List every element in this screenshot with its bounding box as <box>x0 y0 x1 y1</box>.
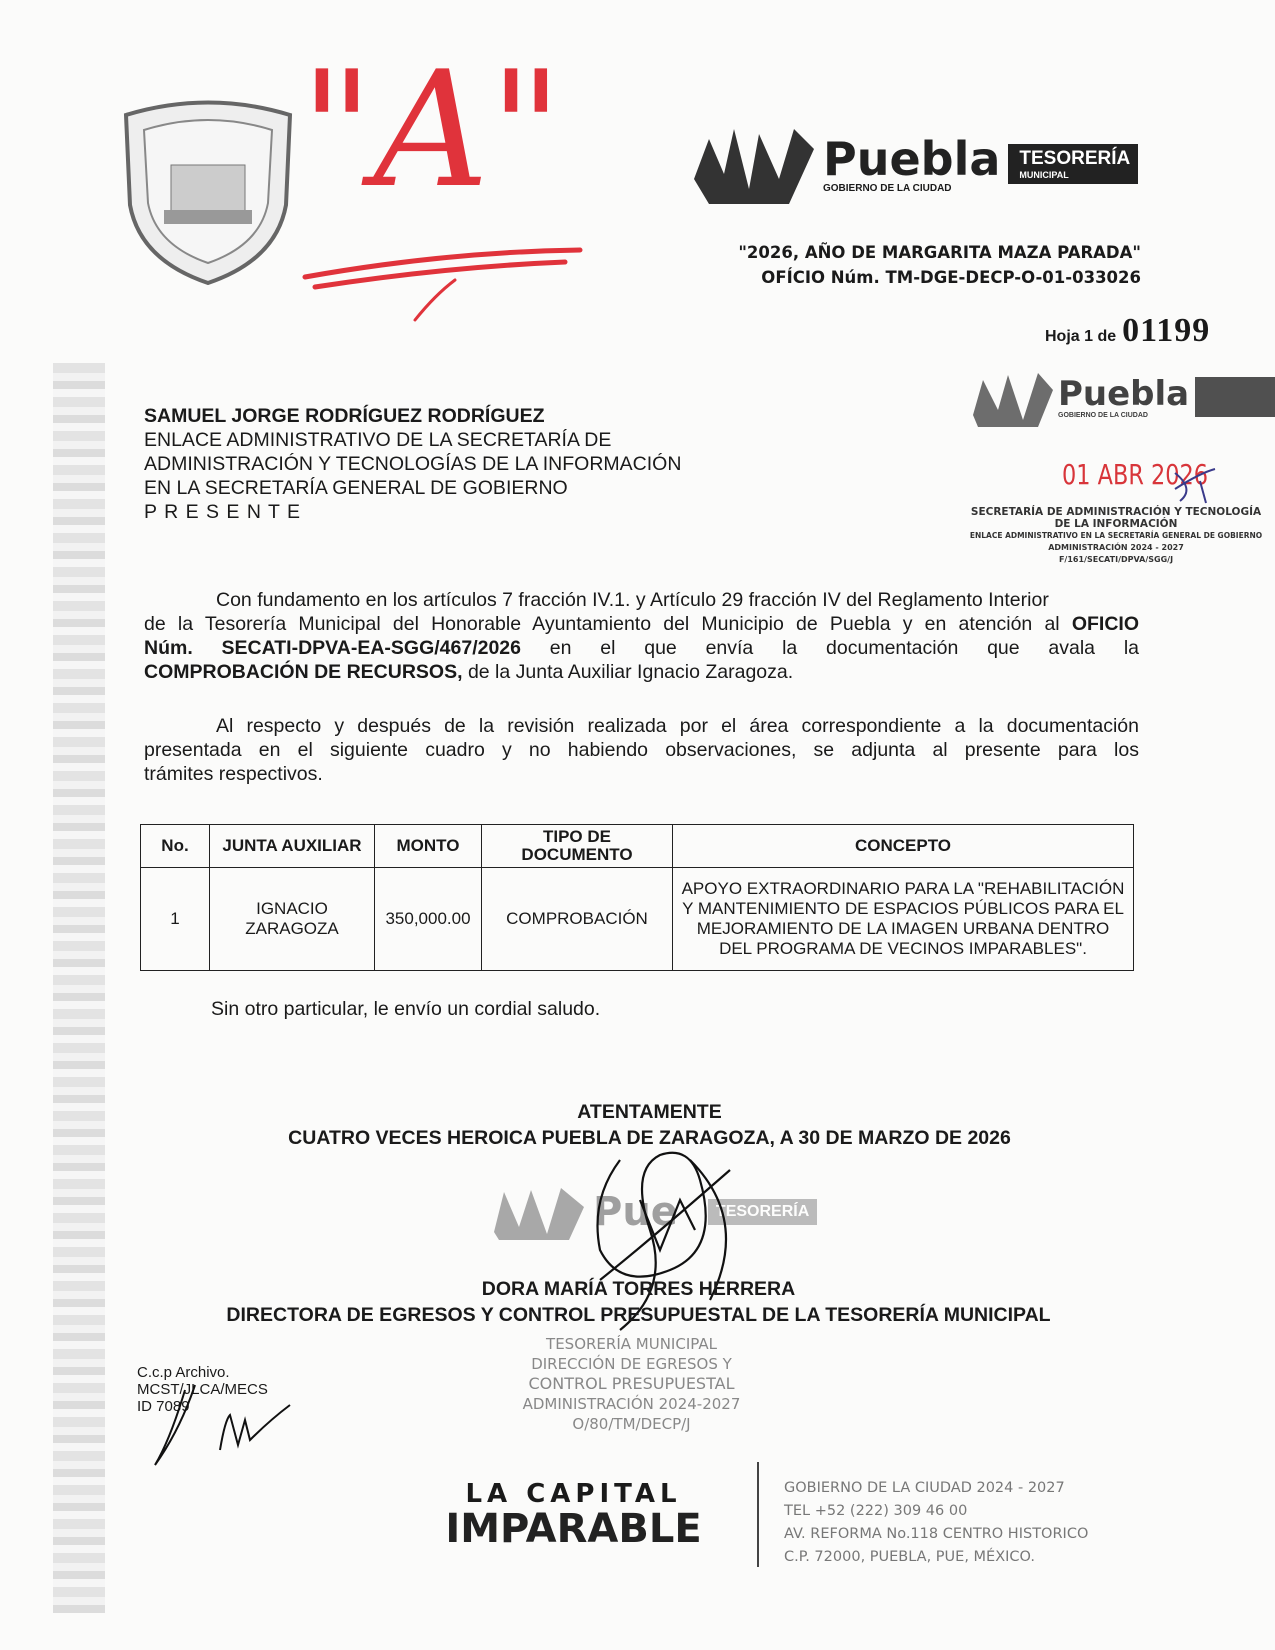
signer-title: DIRECTORA DE EGRESOS Y CONTROL PRESUPUESTAL DE LA TESORERÍA MUNICIPAL <box>226 1304 1051 1326</box>
cell-concepto: APOYO EXTRAORDINARIO PARA LA "REHABILITACIÓN Y MANTENIMIENTO DE ESPACIOS PÚBLICOS PARA EL MEJORAMIENTO DE LA IMAGEN URBANA DENTRO DEL PROGRAMA DE VECINOS IMPARABLES". <box>673 868 1134 971</box>
slogan-bottom: IMPARABLE <box>445 1506 702 1552</box>
puebla-emblem-icon <box>689 119 819 209</box>
received-stamp-logo <box>968 362 1275 432</box>
stamp-line: ADMINISTRACIÓN 2024 - 2027 <box>1048 543 1184 552</box>
stamp-line: O/80/TM/DECP/J <box>572 1415 691 1433</box>
footer-slogan <box>421 1480 726 1550</box>
logo-subtitle: GOBIERNO DE LA CIUDAD <box>823 182 952 194</box>
presente: P R E S E N T E <box>144 501 301 523</box>
stamp-line: ADMINISTRACIÓN 2024-2027 <box>522 1395 741 1413</box>
p1-text: en el que envía la documentación que avala la <box>521 637 1139 659</box>
header-tipo: TIPO DE DOCUMENTO <box>482 825 673 868</box>
stamp-line: TESORERÍA MUNICIPAL <box>546 1335 717 1353</box>
table-header-row <box>141 825 1134 868</box>
header-concepto: CONCEPTO <box>673 825 1134 868</box>
atentamente: ATENTAMENTE <box>577 1101 722 1123</box>
body-paragraph-2 <box>144 714 1139 786</box>
cell-monto: 350,000.00 <box>375 868 482 971</box>
p1-bold: OFICIO <box>1071 613 1139 635</box>
stamp-logo-name: Pue <box>593 1189 678 1235</box>
puebla-emblem-icon <box>489 1182 589 1242</box>
ccp-line: ID 7089 <box>137 1398 190 1415</box>
p2-line: presentada en el siguiente cuadro y no habiendo observaciones, se adjunta al presente para los <box>144 739 1139 761</box>
sheet-folio <box>1045 312 1210 350</box>
footer-address <box>784 1477 1088 1569</box>
header-no: No. <box>141 825 210 868</box>
address-line: TEL +52 (222) 309 46 00 <box>784 1503 968 1519</box>
red-marker-annotation: "A" <box>300 36 563 223</box>
p1-text: de la Junta Auxiliar Ignacio Zaragoza. <box>462 661 794 683</box>
resources-table <box>140 824 1134 971</box>
header-junta: JUNTA AUXILIAR <box>210 825 375 868</box>
address-line: AV. REFORMA No.118 CENTRO HISTORICO <box>784 1526 1089 1542</box>
table-row <box>141 868 1134 971</box>
p2-line: trámites respectivos. <box>144 763 323 785</box>
stamp-line: F/161/SECATI/DPVA/SGG/J <box>1058 555 1174 564</box>
addressee-line: ADMINISTRACIÓN Y TECNOLOGÍAS DE LA INFORMACIÓN <box>144 453 682 475</box>
place-date: CUATRO VECES HEROICA PUEBLA DE ZARAGOZA, A 30 DE MARZO DE 2026 <box>288 1127 1011 1149</box>
body-paragraph-1 <box>144 588 1139 684</box>
header-monto: MONTO <box>375 825 482 868</box>
received-stamp-text <box>957 506 1275 566</box>
addressee <box>144 404 681 524</box>
slogan-top: LA CAPITAL <box>465 1479 682 1509</box>
addressee-name: SAMUEL JORGE RODRÍGUEZ RODRÍGUEZ <box>144 405 545 427</box>
addressee-line: EN LA SECRETARÍA GENERAL DE GOBIERNO <box>144 477 568 499</box>
tesoreria-logo <box>689 118 1138 210</box>
ccp-line: C.c.p Archivo. <box>137 1364 230 1381</box>
closing-line: Sin otro particular, le envío un cordial saludo. <box>211 998 601 1020</box>
ccp-line: MCST/JLCA/MECS <box>137 1381 268 1398</box>
year-motto: "2026, AÑO DE MARGARITA MAZA PARADA" <box>738 243 1141 262</box>
cell-junta: IGNACIO ZARAGOZA <box>210 868 375 971</box>
stamp-line: DE LA INFORMACIÓN <box>1054 518 1178 530</box>
red-marker-underline <box>295 235 590 330</box>
stamp-line: SECRETARÍA DE ADMINISTRACIÓN Y TECNOLOGÍA <box>970 506 1262 518</box>
oficio-number: OFÍCIO Núm. TM-DGE-DECP-O-01-033026 <box>761 268 1141 287</box>
stamp-line: CONTROL PRESUPUESTAL <box>528 1374 735 1393</box>
stamp-logo-subtitle: GOBIERNO DE LA CIUDAD <box>1058 411 1148 419</box>
folio-number: 01199 <box>1122 312 1211 349</box>
p1-oficio-ref: Núm. SECATI-DPVA-EA-SGG/467/2026 <box>144 637 521 659</box>
logo-box-title: TESORERÍA <box>1019 148 1131 169</box>
received-date: 01 ABR 2026 <box>1062 458 1209 491</box>
stamp-line: ENLACE ADMINISTRATIVO EN LA SECRETARÍA GENERAL DE GOBIERNO <box>969 531 1263 540</box>
municipal-seal-icon <box>116 95 300 285</box>
stamp-line: DIRECCIÓN DE EGRESOS Y <box>531 1355 732 1373</box>
cell-tipo: COMPROBACIÓN <box>482 868 673 971</box>
footer-divider <box>757 1462 759 1567</box>
p1-text: de la Tesorería Municipal del Honorable Ayuntamiento del Municipio de Puebla y en atención al <box>144 613 1060 635</box>
address-line: GOBIERNO DE LA CIUDAD 2024 - 2027 <box>784 1480 1065 1496</box>
logo-name: Puebla <box>823 131 1001 186</box>
stamp-logo-name: Puebla <box>1058 373 1190 414</box>
addressee-line: ENLACE ADMINISTRATIVO DE LA SECRETARÍA DE <box>144 429 612 451</box>
sheet-label: Hoja 1 de <box>1045 328 1117 345</box>
logo-box-subtitle: MUNICIPAL <box>1019 170 1069 180</box>
puebla-emblem-icon <box>968 365 1058 430</box>
p1-line: Con fundamento en los artículos 7 fracción IV.1. y Artículo 29 fracción IV del Reglamento Interior <box>216 589 1049 611</box>
cell-no: 1 <box>141 868 210 971</box>
address-line: C.P. 72000, PUEBLA, PUE, MÉXICO. <box>784 1549 1035 1565</box>
p2-line: Al respecto y después de la revisión realizada por el área correspondiente a la documentación <box>216 715 1139 737</box>
pen-mark-icon <box>1170 465 1220 505</box>
stamp-box-title: TESORERÍA <box>715 1203 810 1220</box>
initials-signature <box>150 1380 300 1470</box>
signer-name: DORA MARÍA TORRES HERRERA <box>481 1278 796 1300</box>
p1-bold: COMPROBACIÓN DE RECURSOS, <box>144 661 463 683</box>
